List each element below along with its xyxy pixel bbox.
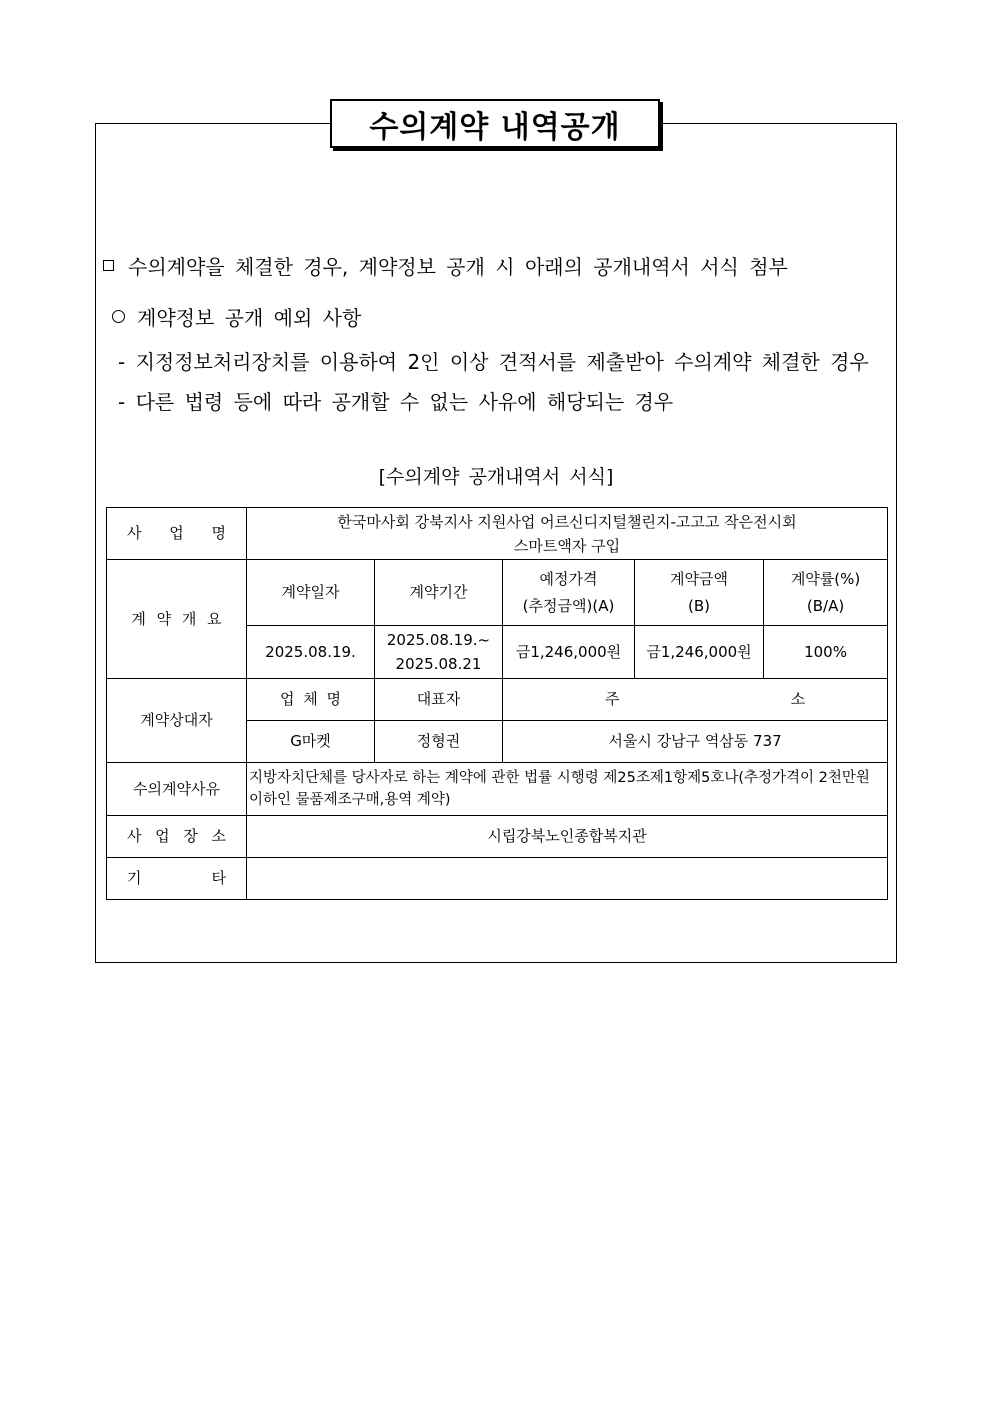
circle-bullet-icon xyxy=(112,310,125,323)
contract-amount-header: 계약금액 (B) xyxy=(635,560,764,626)
overview-label: 계 약 개 요 xyxy=(107,560,247,679)
square-bullet-icon xyxy=(103,260,114,271)
place-row xyxy=(107,816,888,858)
page-title: 수의계약 내역공개 xyxy=(330,99,660,148)
company-value: G마켓 xyxy=(247,721,375,763)
reason-label: 수의계약사유 xyxy=(107,763,247,816)
contract-amount-value: 금1,246,000원 xyxy=(635,626,764,679)
overview-header-row xyxy=(107,560,888,626)
business-name-row xyxy=(107,508,888,560)
reason-value: 지방자치단체를 당사자로 하는 계약에 관한 법률 시행령 제25조제1항제5호나(추정가격이 2천만원 이하인 물품제조구매,용역 계약) xyxy=(247,763,888,816)
etc-row xyxy=(107,858,888,900)
contract-rate-value: 100% xyxy=(764,626,888,679)
disclosure-table xyxy=(106,507,888,900)
contract-date-header: 계약일자 xyxy=(247,560,375,626)
reason-row xyxy=(107,763,888,816)
contract-rate-header: 계약률(%) (B/A) xyxy=(764,560,888,626)
contract-date-value: 2025.08.19. xyxy=(247,626,375,679)
form-title: [수의계약 공개내역서 서식] xyxy=(378,466,614,488)
address-value: 서울시 강남구 역삼동 737 xyxy=(503,721,888,763)
etc-value xyxy=(247,858,888,900)
intro-line-4: - 다른 법령 등에 따라 공개할 수 없는 사유에 해당되는 경우 xyxy=(118,390,674,414)
estimated-price-value: 금1,246,000원 xyxy=(503,626,635,679)
contract-period-header: 계약기간 xyxy=(375,560,503,626)
intro-line-1: 수의계약을 체결한 경우, 계약정보 공개 시 아래의 공개내역서 서식 첨부 xyxy=(103,251,788,280)
counterparty-label: 계약상대자 xyxy=(107,679,247,763)
company-header: 업 체 명 xyxy=(247,679,375,721)
intro-line-2: 계약정보 공개 예외 사항 xyxy=(112,302,361,331)
place-label: 사 업 장 소 xyxy=(107,816,247,858)
business-name-value: 한국마사회 강북지사 지원사업 어르신디지털챌린지-고고고 작은전시회 스마트액자 구입 xyxy=(247,508,888,560)
place-value: 시립강북노인종합복지관 xyxy=(247,816,888,858)
counterparty-header-row xyxy=(107,679,888,721)
estimated-price-header: 예정가격 (추정금액)(A) xyxy=(503,560,635,626)
business-name-label: 사 업 명 xyxy=(107,508,247,560)
representative-header: 대표자 xyxy=(375,679,503,721)
contract-period-value: 2025.08.19.~ 2025.08.21 xyxy=(375,626,503,679)
etc-label: 기 타 xyxy=(107,858,247,900)
representative-value: 정형권 xyxy=(375,721,503,763)
address-header: 주 소 xyxy=(503,679,888,721)
intro-line-3: - 지정정보처리장치를 이용하여 2인 이상 견적서를 제출받아 수의계약 체결한 경우 xyxy=(118,350,869,374)
